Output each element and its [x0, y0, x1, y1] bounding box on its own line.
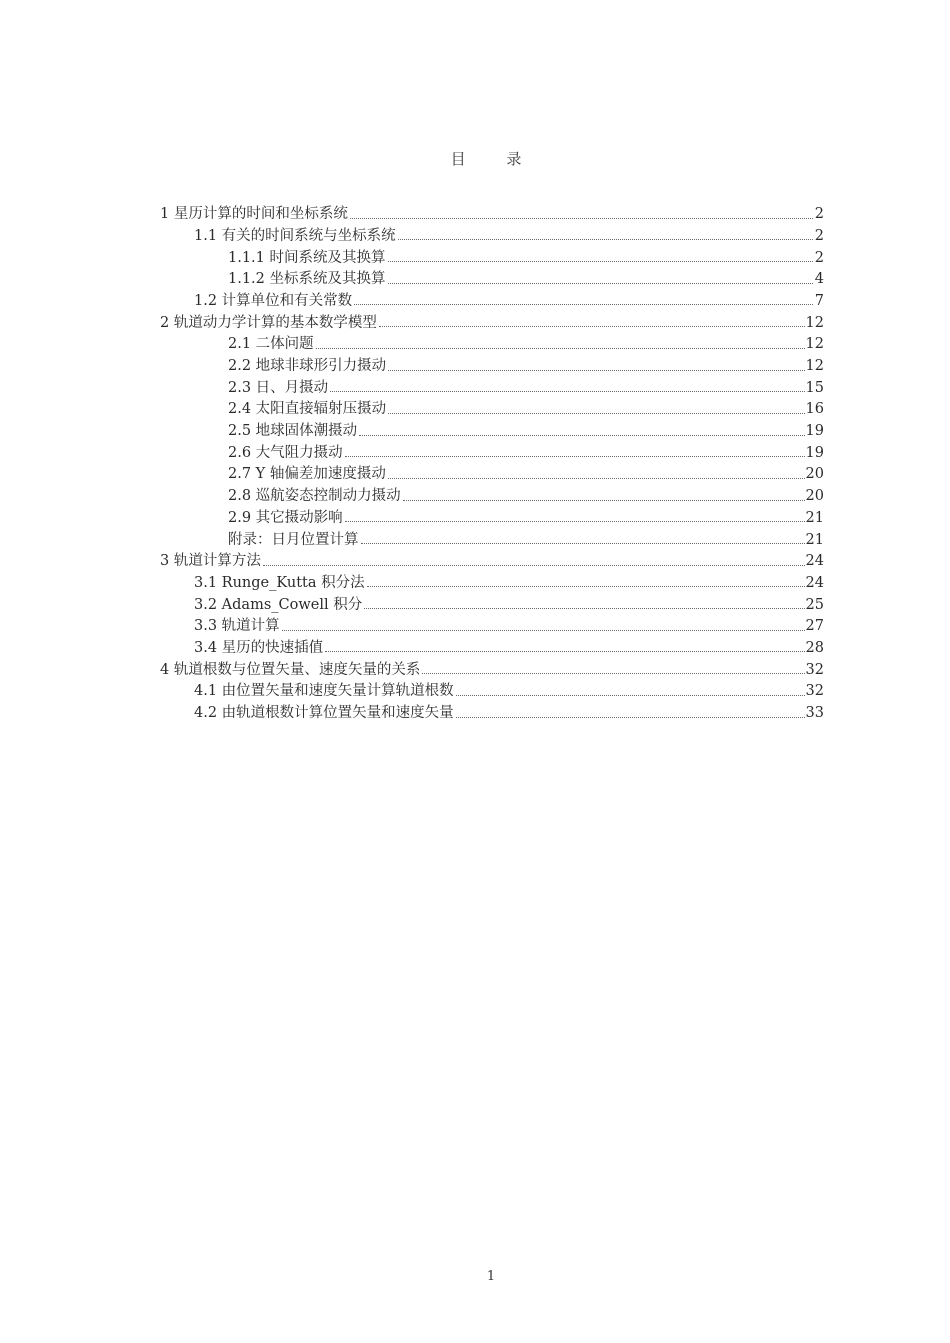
toc-entry-page: 20	[805, 488, 824, 505]
toc-entry-label: 2.4 太阳直接辐射压摄动	[228, 401, 387, 418]
toc-entry-page: 32	[805, 683, 824, 700]
toc-entry-label: 2.7 Y 轴偏差加速度摄动	[228, 466, 386, 483]
toc-entry-label: 4.1 由位置矢量和速度矢量计算轨道根数	[194, 683, 454, 700]
toc-entry-page: 19	[805, 444, 824, 461]
toc-entry[interactable]	[160, 634, 824, 656]
dot-leader	[379, 326, 805, 327]
toc-entry[interactable]	[160, 222, 824, 244]
toc-entry-label: 3.2 Adams_Cowell 积分	[194, 596, 363, 613]
page-number: 1	[486, 1269, 496, 1284]
dot-leader	[456, 695, 805, 696]
toc-entry[interactable]	[160, 287, 824, 309]
toc-title: 目 录	[450, 150, 540, 168]
toc-entry-label: 1 星历计算的时间和坐标系统	[160, 206, 348, 223]
table-of-contents	[160, 200, 824, 721]
dot-leader	[388, 413, 804, 414]
dot-leader	[325, 651, 804, 652]
toc-entry-page: 12	[805, 314, 824, 331]
toc-entry[interactable]	[160, 677, 824, 699]
dot-leader	[367, 586, 805, 587]
toc-entry-page: 20	[805, 466, 824, 483]
toc-entry[interactable]	[160, 612, 824, 634]
toc-entry-label: 2 轨道动力学计算的基本数学模型	[160, 314, 377, 331]
toc-entry-page: 24	[805, 574, 824, 591]
toc-entry-label: 1.2 计算单位和有关常数	[194, 292, 353, 309]
toc-entry-label: 2.2 地球非球形引力摄动	[228, 358, 387, 374]
dot-leader	[330, 391, 804, 392]
toc-entry-page: 16	[805, 401, 824, 418]
toc-entry-page: 25	[805, 596, 824, 613]
dot-leader	[388, 261, 813, 262]
toc-entry[interactable]	[160, 417, 824, 439]
toc-entry-page: 32	[805, 661, 824, 678]
toc-entry[interactable]	[160, 525, 824, 547]
toc-entry-label: 2.1 二体问题	[228, 336, 314, 353]
dot-leader	[456, 717, 805, 718]
dot-leader	[422, 673, 804, 674]
toc-entry[interactable]	[160, 374, 824, 396]
dot-leader	[364, 608, 804, 609]
toc-entry[interactable]	[160, 569, 824, 591]
toc-entry-label: 3.4 星历的快速插值	[194, 639, 324, 656]
toc-entry-page: 15	[805, 379, 824, 396]
dot-leader	[403, 500, 805, 501]
toc-entry-label: 4.2 由轨道根数计算位置矢量和速度矢量	[194, 705, 454, 721]
dot-leader	[361, 543, 805, 544]
toc-entry-page: 19	[805, 423, 824, 440]
toc-entry[interactable]	[160, 655, 824, 677]
toc-entry-label: 4 轨道根数与位置矢量、速度矢量的关系	[160, 661, 421, 678]
toc-entry[interactable]	[160, 590, 824, 612]
toc-entry[interactable]	[160, 482, 824, 504]
toc-entry[interactable]	[160, 504, 824, 526]
dot-leader	[263, 565, 805, 566]
toc-entry-label: 2.9 其它摄动影响	[228, 509, 343, 526]
toc-entry[interactable]	[160, 460, 824, 482]
toc-entry-page: 21	[805, 509, 824, 526]
toc-entry-label: 3.3 轨道计算	[194, 618, 280, 635]
dot-leader	[398, 239, 813, 240]
dot-leader	[354, 304, 813, 305]
dot-leader	[316, 348, 805, 349]
dot-leader	[359, 435, 804, 436]
dot-leader	[388, 283, 813, 284]
toc-entry-page: 12	[805, 336, 824, 353]
toc-entry-page: 33	[805, 705, 824, 721]
dot-leader	[388, 370, 804, 371]
toc-entry-label: 3 轨道计算方法	[160, 553, 261, 570]
toc-entry-page: 7	[814, 292, 824, 309]
toc-entry[interactable]	[160, 439, 824, 461]
toc-entry-label: 1.1 有关的时间系统与坐标系统	[194, 227, 396, 244]
toc-entry-label: 2.3 日、月摄动	[228, 379, 329, 396]
dot-leader	[350, 218, 813, 219]
toc-entry-page: 24	[805, 553, 824, 570]
toc-entry-label: 2.8 巡航姿态控制动力摄动	[228, 488, 401, 505]
toc-entry-label: 3.1 Runge_Kutta 积分法	[194, 574, 365, 591]
toc-entry[interactable]	[160, 352, 824, 374]
toc-entry[interactable]	[160, 330, 824, 352]
dot-leader	[282, 630, 805, 631]
toc-entry-page: 4	[814, 271, 824, 288]
toc-entry-label: 1.1.1 时间系统及其换算	[228, 249, 386, 266]
toc-entry-label: 附录：日月位置计算	[228, 531, 359, 548]
toc-entry[interactable]	[160, 265, 824, 287]
dot-leader	[345, 456, 805, 457]
toc-entry-page: 12	[805, 358, 824, 374]
toc-entry[interactable]	[160, 699, 824, 721]
toc-entry-label: 2.6 大气阻力摄动	[228, 444, 343, 461]
toc-entry[interactable]	[160, 243, 824, 265]
toc-entry[interactable]	[160, 547, 824, 569]
toc-entry[interactable]	[160, 395, 824, 417]
toc-entry-page: 2	[814, 206, 824, 223]
toc-entry[interactable]	[160, 200, 824, 222]
toc-entry-page: 2	[814, 249, 824, 266]
toc-entry-page: 28	[805, 639, 824, 656]
toc-entry-label: 2.5 地球固体潮摄动	[228, 423, 358, 440]
dot-leader	[345, 521, 805, 522]
toc-entry-label: 1.1.2 坐标系统及其换算	[228, 271, 386, 288]
toc-entry-page: 21	[805, 531, 824, 548]
toc-entry[interactable]	[160, 308, 824, 330]
dot-leader	[388, 478, 805, 479]
toc-entry-page: 27	[805, 618, 824, 635]
toc-entry-page: 2	[814, 227, 824, 244]
